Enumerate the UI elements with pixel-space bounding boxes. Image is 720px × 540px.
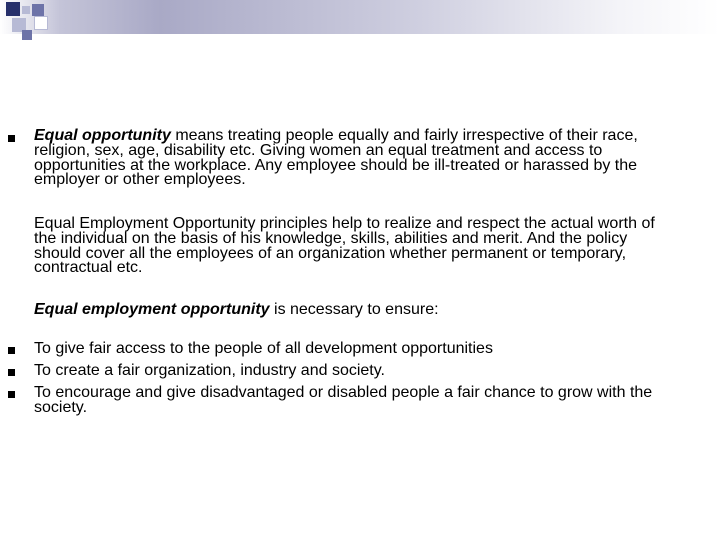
- term-equal-opportunity: Equal opportunity: [34, 127, 171, 144]
- banner-square-blue: [32, 4, 44, 16]
- banner-square-dark: [6, 2, 20, 16]
- title-banner: [0, 0, 720, 34]
- paragraph-text: is necessary to ensure:: [269, 301, 439, 318]
- paragraph-eeo-ensure: [34, 303, 664, 318]
- list-item: To create a fair organization, industry and society.: [34, 362, 385, 379]
- paragraph-equal-opportunity: [34, 129, 664, 188]
- bullet-marker: [8, 391, 15, 398]
- bullet-marker: [8, 135, 15, 142]
- list-item: To give fair access to the people of all development opportunities: [34, 340, 493, 357]
- list-item: To encourage and give disadvantaged or disabled people a fair chance to grow with the society.: [34, 384, 653, 416]
- banner-square-light: [22, 6, 30, 14]
- paragraph-text: means treating people equally and fairly irrespective of their race, religion, sex, age, disability etc. Giving women an equal treatment and access to opportunities at the workplace. Any employee should be ill-treated or harassed by the employer or other employees.: [34, 127, 638, 189]
- bullet-marker: [8, 369, 15, 376]
- banner-square-outline: [34, 16, 48, 30]
- term-equal-employment-opportunity: Equal employment opportunity: [34, 301, 270, 318]
- banner-square-blue-2: [22, 30, 32, 40]
- paragraph-eeo-principles: Equal Employment Opportunity principles help to realize and respect the actual worth of the individual on the basis of his knowledge, skills, abilities and merit. And the policy should cover all the employees of an organization whether permanent or temporary, contractual etc.: [34, 215, 655, 277]
- bullet-marker: [8, 347, 15, 354]
